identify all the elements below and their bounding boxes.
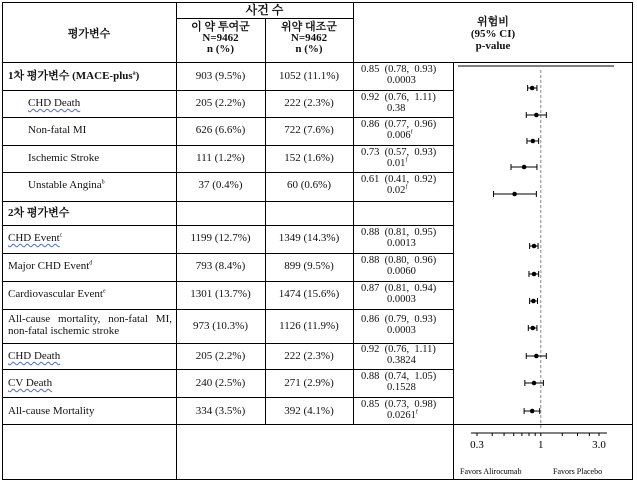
row-label-3: Ischemic Stroke: [28, 152, 100, 164]
hr-point: [532, 244, 537, 249]
section-secondary: 2차 평가변수: [8, 207, 70, 219]
hr-point: [531, 139, 536, 144]
cell-drug-7: 1301 (13.7%): [190, 288, 251, 300]
section-primary: 1차 평가변수: [8, 70, 70, 82]
cell-drug-2: 626 (6.6%): [195, 124, 246, 136]
cell-drug-10: 240 (2.5%): [195, 377, 246, 389]
cell-placebo-11: 392 (4.1%): [284, 405, 334, 417]
cell-ci-10: 0.88 (0.74, 1.05) 0.1528: [361, 371, 437, 393]
cell-placebo-9: 222 (2.3%): [284, 350, 334, 362]
cell-placebo-6: 899 (9.5%): [284, 260, 334, 272]
cell-drug-3: 111 (1.2%): [196, 152, 245, 164]
row-label-1: CHD Death: [28, 97, 81, 109]
cell-placebo-3: 152 (1.6%): [284, 152, 334, 164]
cell-ci-11: 0.85 (0.73, 0.98) 0.0261$^f$: [361, 399, 437, 421]
row-label-10: CV Death: [8, 377, 53, 389]
favors-right-label: Favors Placebo: [553, 467, 603, 476]
hr-point: [532, 272, 537, 277]
cell-ci-9: 0.92 (0.76, 1.11) 0.3824: [361, 344, 436, 366]
header-events: 사건 수: [245, 3, 284, 17]
cell-ci-2: 0.86 (0.77, 0.96) 0.006$^f$: [361, 119, 437, 141]
cell-ci-4: 0.61 (0.41, 0.92) 0.02$^f$: [361, 174, 437, 196]
hr-point: [531, 299, 536, 304]
cell-drug-8: 973 (10.3%): [193, 320, 248, 332]
header-placebo-unit: n (%): [295, 43, 323, 55]
cell-ci-0: 0.85 (0.78, 0.93) 0.0003: [361, 64, 437, 86]
row-label-tail-0: ): [135, 70, 140, 82]
row-label-7: Cardiovascular Event$^e$: [8, 288, 106, 300]
hr-point: [534, 113, 539, 118]
row-label-5: CHD Event$^c$: [8, 232, 63, 244]
row-label-4: Unstable Angina$^b$: [28, 179, 105, 191]
header-hr-title: 위험비: [477, 16, 509, 28]
header-hr-p: p-value: [475, 40, 511, 52]
cell-ci-5: 0.88 (0.81, 0.95) 0.0013: [361, 227, 437, 249]
cell-ci-7: 0.87 (0.81, 0.94) 0.0003: [361, 283, 437, 305]
cell-placebo-0: 1052 (11.1%): [278, 70, 340, 82]
hr-point: [530, 86, 535, 91]
x-tick-label: 0.3: [470, 439, 484, 451]
hr-point: [531, 326, 536, 331]
cell-placebo-10: 271 (2.9%): [284, 377, 334, 389]
row-label-2: Non-fatal MI: [28, 124, 87, 136]
x-tick-label: 3.0: [592, 439, 606, 451]
cell-drug-1: 205 (2.2%): [195, 97, 246, 109]
header-placebo-n: N=9462: [290, 32, 328, 44]
header-drug-unit: n (%): [206, 43, 235, 55]
hr-point: [512, 192, 517, 197]
cell-placebo-1: 222 (2.3%): [284, 97, 334, 109]
header-hr-ci: (95% CI): [470, 28, 516, 40]
row-label-0: (MACE-plus: [72, 70, 133, 82]
hr-point: [530, 409, 535, 414]
hr-point: [532, 381, 537, 386]
header-drug-n: N=9462: [202, 32, 239, 44]
x-tick-label: 1: [538, 439, 544, 451]
cell-placebo-8: 1126 (11.9%): [279, 320, 339, 332]
header-drug-name: 이 약 투여군: [191, 21, 250, 33]
cell-placebo-5: 1349 (14.3%): [278, 232, 340, 244]
row-label-8: All-cause mortality, non-fatal MI, non-fatal ischemic stroke: [8, 313, 172, 337]
cell-drug-11: 334 (3.5%): [195, 405, 246, 417]
cell-placebo-7: 1474 (15.6%): [278, 288, 340, 300]
cell-drug-0: 903 (9.5%): [195, 70, 246, 82]
row-label-6: Major CHD Event$^d$: [8, 260, 93, 272]
hr-point: [534, 354, 539, 359]
row-label-9: CHD Death: [8, 350, 61, 362]
cell-ci-3: 0.73 (0.57, 0.93) 0.01$^f$: [361, 147, 437, 169]
cell-ci-1: 0.92 (0.76, 1.11) 0.38: [361, 92, 436, 114]
row-label-11: All-cause Mortality: [8, 405, 95, 417]
cell-drug-5: 1199 (12.7%): [190, 232, 251, 244]
header-placebo-name: 위약 대조군: [281, 21, 337, 33]
cell-drug-9: 205 (2.2%): [195, 350, 246, 362]
header-variable: 평가변수: [67, 28, 111, 40]
cell-ci-6: 0.88 (0.80, 0.96) 0.0060: [361, 255, 437, 277]
hr-point: [522, 165, 527, 170]
row-sup-0: a: [132, 70, 136, 77]
cell-drug-6: 793 (8.4%): [195, 260, 246, 272]
cell-ci-8: 0.86 (0.79, 0.93) 0.0003: [361, 314, 437, 336]
cell-drug-4: 37 (0.4%): [198, 179, 243, 191]
cell-placebo-4: 60 (0.6%): [287, 179, 331, 191]
favors-left-label: Favors Alirocumab: [460, 467, 522, 476]
cell-placebo-2: 722 (7.6%): [284, 124, 334, 136]
